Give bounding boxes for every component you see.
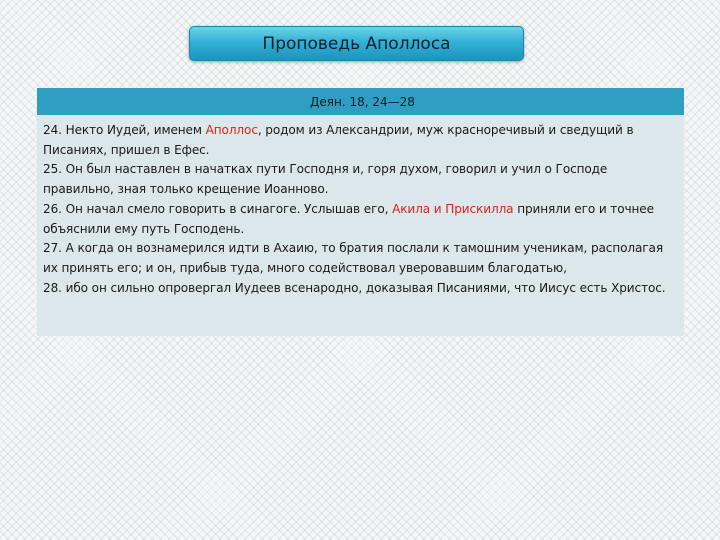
verse-24: [43, 121, 676, 160]
verse-26-text-end: приняли его и точнее объяснили ему путь Господень.: [43, 201, 654, 236]
verse-28: 28. ибо он сильно опровергал Иудеев всенародно, доказывая Писаниями, что Иисус есть Христос.: [43, 280, 666, 295]
verse-26: [43, 200, 676, 239]
slide-title: [189, 26, 524, 61]
verse-26-text-start: 26. Он начал смело говорить в синагоге. Услышав его,: [43, 201, 393, 216]
highlight-apollos: Аполлос: [205, 123, 258, 137]
scripture-panel: [37, 88, 684, 336]
highlight-aquila-priscilla: Акила и Прискилла: [392, 201, 514, 216]
scripture-text: [37, 115, 684, 302]
verse-24-text-end: , родом из Александрии, муж красноречивый и сведущий в Писаниях, пришел в Ефес.: [43, 123, 634, 157]
scripture-reference-header: [37, 88, 684, 115]
verse-27: 27. А когда он вознамерился идти в Ахаию, то братия послали к тамошним ученикам, располагая их принять его; и он, прибыв туда, много содействовал уверовавшим благодатью,: [43, 241, 663, 275]
verse-25: 25. Он был наставлен в начатках пути Господня и, горя духом, говорил и учил о Господе правильно, зная только крещение Иоанново.: [43, 162, 608, 197]
scripture-reference: Деян. 18, 24—28: [310, 94, 415, 109]
verse-24-text-start: 24. Некто Иудей, именем: [43, 123, 206, 137]
slide-title-text: Проповедь Аполлоса: [262, 33, 451, 54]
